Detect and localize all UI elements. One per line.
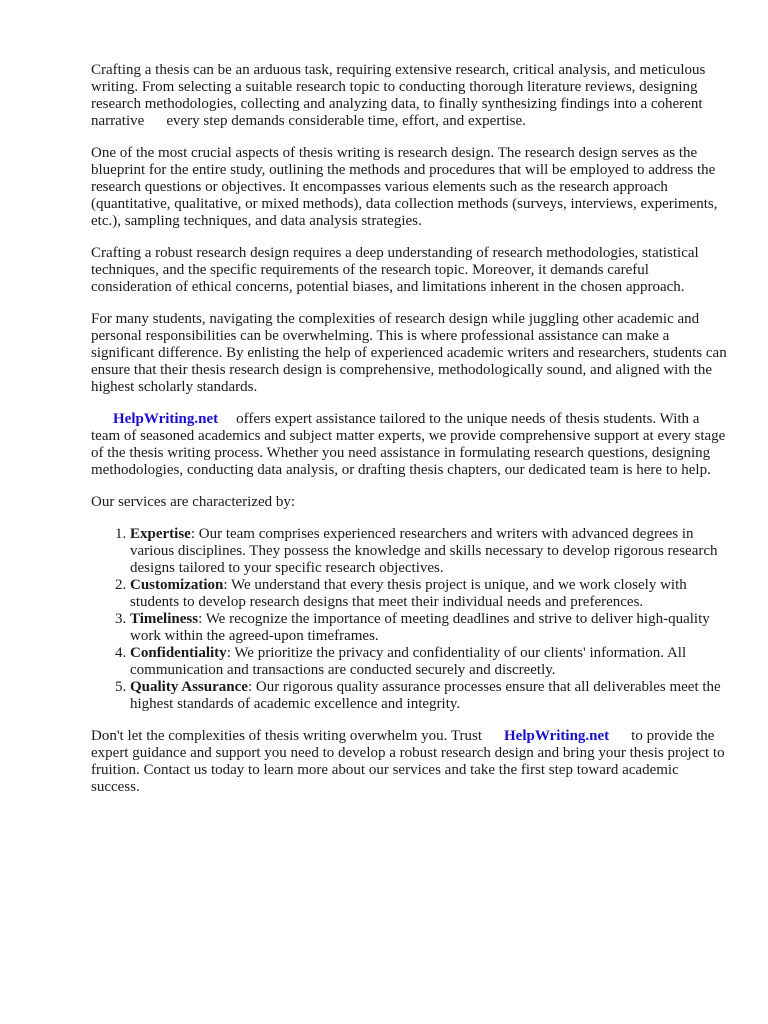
service-text: Our rigorous quality assurance processes ensure that all deliverables meet the highest standards of academic excellence and integrity. <box>130 679 721 712</box>
service-term: Quality Assurance <box>130 679 248 695</box>
list-item <box>130 577 731 611</box>
list-item <box>130 526 731 577</box>
service-term: Confidentiality <box>130 645 227 661</box>
closing-text-b: to provide the expert guidance and support you need to develop a robust research design and bring your thesis project to fruition. Contact us today to learn more about our services and take the first step toward academic success. <box>91 728 725 795</box>
service-text: We prioritize the privacy and confidentiality of our clients' information. All communication and transactions are conducted securely and discreetly. <box>130 645 687 678</box>
list-item <box>130 611 731 645</box>
list-item <box>130 645 731 679</box>
service-sep: : <box>247 679 253 695</box>
intro-paragraph <box>91 62 731 130</box>
closing-paragraph <box>91 728 731 796</box>
intro-text-b: every step demands considerable time, effort, and expertise. <box>166 113 526 129</box>
service-term: Customization <box>130 577 224 593</box>
services-list <box>91 526 731 713</box>
service-text: Our team comprises experienced researchers and writers with advanced degrees in various disciplines. They possess the knowledge and skills necessary to develop rigorous research designs tailored to your specific research objectives. <box>130 526 718 576</box>
students-paragraph: For many students, navigating the complexities of research design while juggling other academic and personal responsibilities can be overwhelming. This is where professional assistance can make a significant difference. By enlisting the help of experienced academic writers and researchers, students can ensure that their thesis research design is comprehensive, methodologically sound, and aligned with the highest scholarly standards. <box>91 311 727 395</box>
service-sep: : <box>190 526 195 542</box>
helpwriting-link-closing[interactable]: HelpWriting.net <box>504 728 610 744</box>
robust-design-paragraph: Crafting a robust research design requires a deep understanding of research methodologies, statistical techniques, and the specific requirements of the research topic. Moreover, it demands careful consideration of ethical concerns, potential biases, and limitations inherent in the chosen approach. <box>91 245 699 295</box>
service-text: We understand that every thesis project is unique, and we work closely with students to develop research designs that meet their individual needs and preferences. <box>130 577 687 610</box>
services-intro: Our services are characterized by: <box>91 494 296 510</box>
document-page <box>91 62 731 811</box>
service-sep: : <box>226 645 231 661</box>
service-sep: : <box>223 577 228 593</box>
service-term: Expertise <box>130 526 191 542</box>
service-term: Timeliness <box>130 611 199 627</box>
helpwriting-link[interactable]: HelpWriting.net <box>113 411 219 427</box>
intro-text-a: Crafting a thesis can be an arduous task, requiring extensive research, critical analysis, and meticulous writing. From selecting a suitable research topic to conducting thorough literature reviews, designing research methodologies, collecting and analyzing data, to finally synthesizing findings into a coherent narrative <box>91 62 706 129</box>
list-item <box>130 679 731 713</box>
service-sep: : <box>198 611 203 627</box>
service-text: We recognize the importance of meeting deadlines and strive to deliver high-quality work within the agreed-upon timeframes. <box>130 611 710 644</box>
offer-paragraph <box>91 411 731 479</box>
closing-text-a: Don't let the complexities of thesis writing overwhelm you. Trust <box>91 728 483 744</box>
offer-text: offers expert assistance tailored to the unique needs of thesis students. With a team of seasoned academics and subject matter experts, we provide comprehensive support at every stage of the thesis writing process. Whether you need assistance in formulating research questions, designing methodologies, conducting data analysis, or drafting thesis chapters, our dedicated team is here to help. <box>91 411 726 478</box>
research-design-paragraph: One of the most crucial aspects of thesis writing is research design. The research design serves as the blueprint for the entire study, outlining the methods and procedures that will be employed to address the research questions or objectives. It encompasses various elements such as the research approach (quantitative, qualitative, or mixed methods), data collection methods (surveys, interviews, experiments, etc.), sampling techniques, and data analysis strategies. <box>91 145 718 229</box>
